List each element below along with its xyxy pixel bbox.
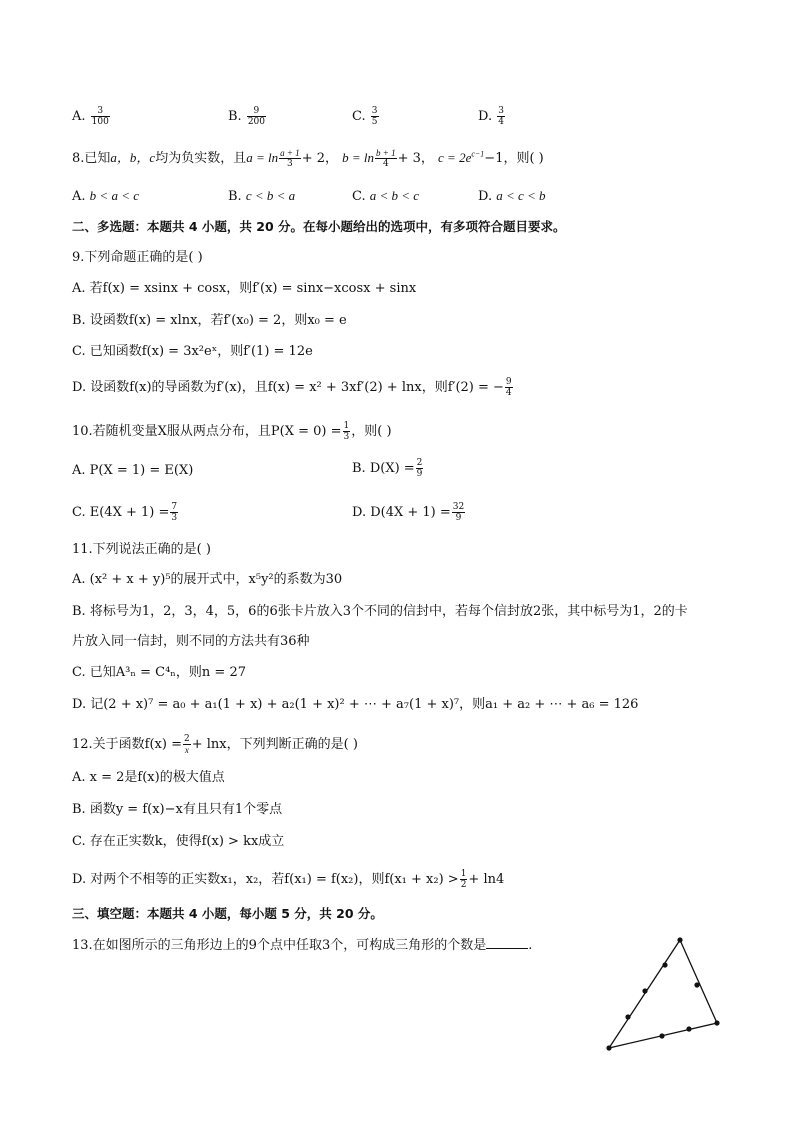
triangle-point	[677, 937, 682, 942]
q11-option-b-line2: 片放入同一信封，则不同的方法共有36种	[72, 634, 310, 649]
fraction: $\frac{9}{200}$	[247, 106, 266, 127]
q11-option-b-line1: B. 将标号为1，2，3，4，5，6的6张卡片放入3个不同的信封中，若每个信封放2张，其中标号为1，2的卡	[72, 604, 688, 619]
q7-option-d: D. $\frac{3}{4}$	[478, 106, 504, 127]
q8-option-d: D. a < c < b	[478, 188, 546, 204]
triangle-point	[662, 962, 667, 967]
q10-stem: 10.若随机变量X服从两点分布，且P(X = 0) = $\frac{1}{3}$ ，则( )	[72, 421, 392, 442]
fraction: $\frac{1}{3}$	[343, 421, 350, 442]
fraction: $\frac{a + 1}{3}$	[280, 148, 300, 169]
fraction: $\frac{9}{4}$	[505, 377, 512, 398]
fraction: $\frac{7}{3}$	[171, 502, 178, 523]
q9-option-b: B. 设函数f(x) = xlnx，若f′(x₀) = 2，则x₀ = e	[72, 313, 347, 328]
triangle-point	[714, 1020, 719, 1025]
q7-option-b: B. $\frac{9}{200}$	[228, 106, 266, 127]
q8-option-b: B. c < b < a	[228, 188, 296, 204]
q9-option-a: A. 若f(x) = xsinx + cosx，则f′(x) = sinx−xcosx + sinx	[72, 281, 417, 296]
q10-option-c: C. E(4X + 1) = $\frac{7}{3}$	[72, 502, 178, 523]
fraction: $\frac{2}{x}$	[184, 734, 190, 755]
q9-stem: 9.下列命题正确的是( )	[72, 250, 203, 265]
section-3-heading: 三、填空题：本题共 4 小题，每小题 5 分，共 20 分。	[72, 906, 383, 921]
triangle-figure	[600, 930, 730, 1055]
q10-option-d: D. D(4X + 1) = $\frac{32}{9}$	[352, 502, 465, 523]
q12-option-b: B. 函数y = f(x)−x有且只有1个零点	[72, 802, 283, 817]
q13-stem: 13.在如图所示的三角形边上的9个点中任取3个，可构成三角形的个数是 .	[72, 938, 533, 953]
triangle-point	[686, 1026, 691, 1031]
fraction: $\frac{1}{2}$	[460, 869, 467, 890]
fraction: $\frac{3}{5}$	[371, 106, 378, 127]
q7-option-c: C. $\frac{3}{5}$	[352, 106, 378, 127]
q11-option-a: A. (x² + x + y)⁵的展开式中，x⁵y²的系数为30	[72, 572, 343, 587]
q11-option-d: D. 记(2 + x)⁷ = a₀ + a₁(1 + x) + a₂(1 + x)² + ⋯ + a₇(1 + x)⁷，则a₁ + a₂ + ⋯ + a₆ = 126	[72, 697, 639, 712]
q7-option-a: A. $\frac{3}{100}$	[72, 106, 109, 127]
section-2-heading: 二、多选题：本题共 4 小题，共 20 分。在每小题给出的选项中，有多项符合题目要求。	[72, 219, 566, 234]
fraction: $\frac{2}{9}$	[416, 458, 423, 479]
q10-option-a: A. P(X = 1) = E(X)	[72, 463, 194, 478]
q12-option-c: C. 存在正实数k，使得f(x) > kx成立	[72, 834, 285, 849]
q10-option-b: B. D(X) = $\frac{2}{9}$	[352, 458, 423, 479]
q11-stem: 11.下列说法正确的是( )	[72, 542, 211, 557]
q9-option-c: C. 已知函数f(x) = 3x²eˣ，则f′(1) = 12e	[72, 344, 313, 359]
q9-option-d: D. 设函数f(x)的导函数为f′(x)，且f(x) = x² + 3xf′(2) + lnx，则f′(2) = − $\frac{9}{4}$	[72, 377, 512, 398]
triangle-point	[642, 988, 647, 993]
fraction: $\frac{3}{100}$	[91, 106, 109, 127]
q8-stem: 8.已知a，b，c均为负实数，且a = ln $\frac{a + 1}{3}$ + 2， b = ln $\frac{b + 1}{4}$ + 3， $c = 2e^{c-1}-1$，则( )	[72, 148, 544, 169]
answer-blank[interactable]	[486, 936, 528, 949]
q8-option-c: C. a < b < c	[352, 188, 420, 204]
q12-stem: 12.关于函数f(x) = $\frac{2}{x}$ + lnx，下列判断正确的是( )	[72, 734, 358, 755]
q8-option-a: A. b < a < c	[72, 188, 139, 204]
fraction: $\frac{3}{4}$	[498, 106, 504, 127]
triangle-point	[606, 1045, 611, 1050]
q12-option-a: A. x = 2是f(x)的极大值点	[72, 770, 225, 785]
triangle-point	[625, 1014, 630, 1019]
triangle-point	[694, 982, 699, 987]
q11-option-c: C. 已知A³ₙ = C⁴ₙ，则n = 27	[72, 665, 246, 680]
triangle-point	[659, 1033, 664, 1038]
q12-option-d: D. 对两个不相等的正实数x₁，x₂，若f(x₁) = f(x₂)，则f(x₁ + x₂) > $\frac{1}{2}$ + ln4	[72, 869, 505, 890]
triangle-outline	[609, 940, 717, 1048]
fraction: $\frac{b + 1}{4}$	[376, 148, 396, 169]
fraction: $\frac{32}{9}$	[452, 502, 465, 523]
